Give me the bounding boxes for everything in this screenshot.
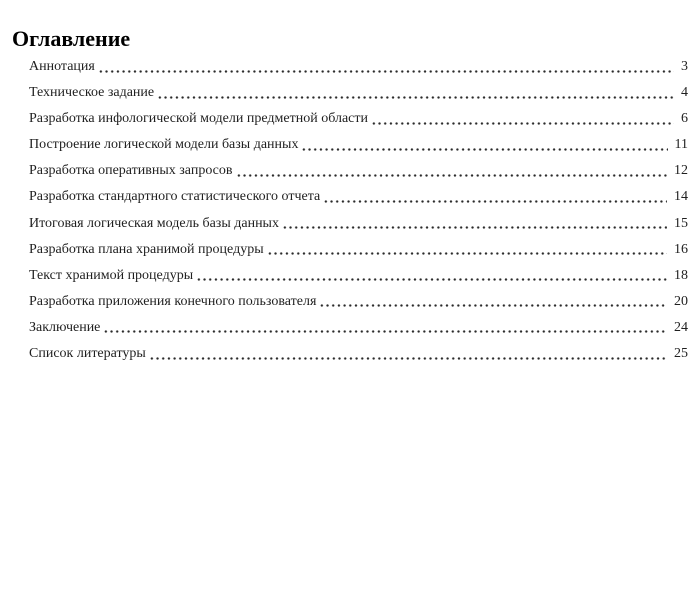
toc-entry-title: Заключение — [29, 319, 101, 335]
toc-entry[interactable] — [29, 54, 688, 80]
dot-leader — [157, 80, 674, 106]
toc-entry-page: 16 — [674, 241, 688, 257]
toc-entry-title: Текст хранимой процедуры — [29, 267, 194, 283]
toc-entry-title: Аннотация — [29, 59, 95, 74]
dot-leader — [301, 132, 667, 158]
toc-entry-page: 20 — [674, 293, 688, 309]
toc-entry-title: Разработка оперативных запросов — [29, 163, 233, 179]
toc-entry-page: 14 — [674, 189, 688, 205]
toc-entry-title: Список литературы — [29, 346, 146, 362]
toc-entry[interactable] — [29, 106, 688, 132]
toc-entry-title: Разработка стандартного статистического отчета — [29, 189, 321, 205]
toc-entry-page: 6 — [681, 111, 688, 127]
toc-entry[interactable] — [29, 341, 688, 367]
toc-entry-page: 18 — [674, 267, 688, 283]
dot-leader — [196, 263, 667, 289]
toc-entry[interactable] — [29, 132, 688, 158]
dot-leader — [282, 211, 667, 237]
toc-entry[interactable] — [29, 289, 688, 315]
dot-leader — [371, 106, 674, 132]
toc-heading: Оглавление — [12, 26, 131, 51]
toc-entry[interactable] — [29, 211, 688, 237]
toc-entry-page: 24 — [674, 319, 688, 335]
dot-leader — [267, 237, 667, 263]
toc-entry-page: 4 — [681, 85, 688, 101]
toc-entry-title: Техническое задание — [29, 85, 155, 101]
toc-entry-title: Разработка плана хранимой процедуры — [29, 241, 264, 257]
toc-entry[interactable] — [29, 237, 688, 263]
toc-entry[interactable] — [29, 315, 688, 341]
toc-entry-page: 25 — [674, 346, 688, 362]
dot-leader — [323, 184, 667, 210]
toc-entry-title: Итоговая логическая модель базы данных — [29, 215, 279, 231]
dot-leader — [98, 54, 674, 80]
dot-leader — [319, 289, 667, 315]
toc-entry[interactable] — [29, 263, 688, 289]
toc-entry-page: 11 — [674, 137, 688, 153]
toc-entry[interactable] — [29, 184, 688, 210]
dot-leader — [149, 341, 667, 367]
toc-entry[interactable] — [29, 80, 688, 106]
toc-entry-page: 3 — [681, 59, 688, 74]
toc-entry-page: 15 — [674, 215, 688, 231]
toc-entry-page: 12 — [674, 163, 688, 179]
toc-entry-title: Разработка инфологической модели предметной области — [29, 111, 368, 127]
toc-entry-title: Построение логической модели базы данных — [29, 137, 299, 153]
dot-leader — [103, 315, 667, 341]
toc-entry-title: Разработка приложения конечного пользователя — [29, 293, 317, 309]
dot-leader — [236, 158, 667, 184]
toc-list — [29, 54, 688, 367]
toc-entry[interactable] — [29, 158, 688, 184]
